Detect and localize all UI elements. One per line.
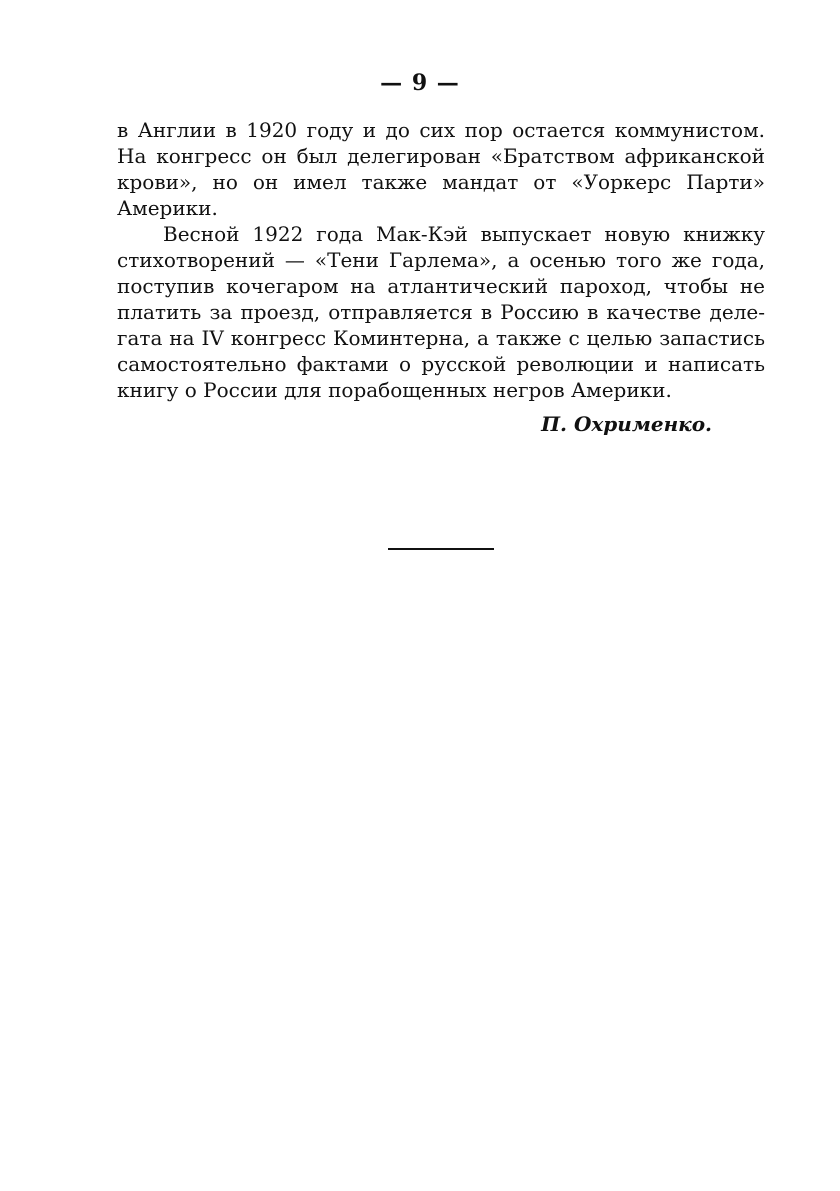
text-line: поступив кочегаром на атлантический пароход, чтобы не (117, 274, 765, 298)
text-line: в Англии в 1920 году и до сих пор остается коммунистом. (117, 118, 765, 142)
section-divider (388, 548, 494, 550)
paragraph-1 (117, 117, 765, 221)
text-line: гата на IV конгресс Коминтерна, а также с целью запастись (117, 326, 765, 350)
text-line: книгу о России для порабощенных негров Америки. (117, 378, 672, 402)
text-line: самостоятельно фактами о русской революции и написать (117, 352, 765, 376)
paragraph-2 (117, 221, 765, 403)
text-line: крови», но он имел также мандат от «Уоркерс Парти» (117, 170, 765, 194)
text-line: стихотворений — «Тени Гарлема», а осенью того же года, (117, 248, 765, 272)
text-line: Весной 1922 года Мак-Кэй выпускает новую книжку (163, 222, 765, 246)
text-line: платить за проезд, отправляется в Россию в качестве деле- (117, 300, 765, 324)
page-number: — 9 — (380, 70, 460, 96)
text-line: Америки. (117, 196, 218, 220)
body-text (117, 117, 765, 403)
author-signature: П. Охрименко. (541, 412, 712, 436)
text-line: На конгресс он был делегирован «Братством африканской (117, 144, 765, 168)
